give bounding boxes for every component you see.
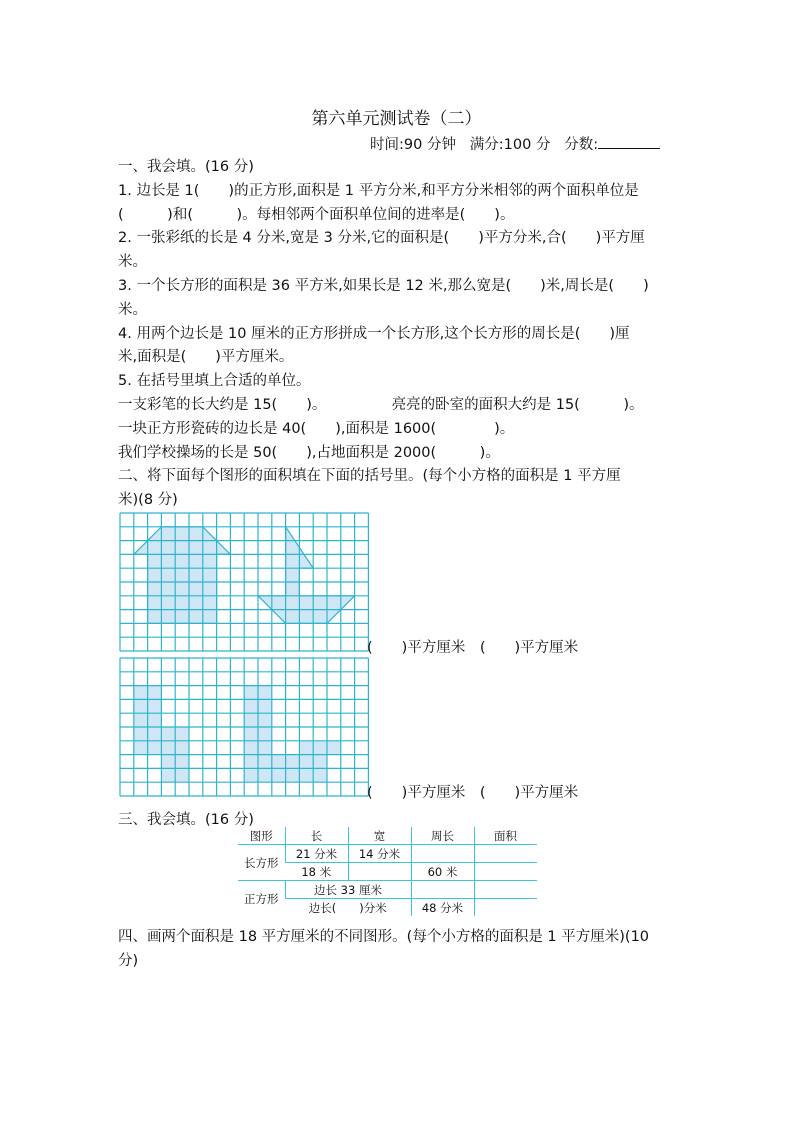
cell[interactable] (474, 881, 537, 899)
shaded-cell (258, 686, 272, 700)
text-line: 米)(8 分) (118, 492, 178, 509)
text-line: 5. 在括号里填上合适的单位。 (118, 373, 311, 390)
th: 图形 (238, 827, 285, 845)
shaded-cell (244, 686, 258, 700)
shaded-cell (148, 741, 162, 755)
shaded-cell (134, 686, 148, 700)
shaded-cell (175, 741, 189, 755)
shaded-cell (148, 713, 162, 727)
shaded-cell (161, 741, 175, 755)
cell: 21 分米 (285, 845, 348, 863)
text-line: 二、将下面每个图形的面积填在下面的括号里。(每个小方格的面积是 1 平方厘 (118, 468, 621, 485)
shaded-cell (134, 741, 148, 755)
shaded-cell (134, 727, 148, 741)
cell: 18 米 (285, 863, 348, 881)
text-line: 4. 用两个边长是 10 厘米的正方形拼成一个长方形,这个长方形的周长是( )厘 (118, 325, 630, 342)
score-label: 分数: (564, 137, 599, 153)
shaded-cell (258, 741, 272, 755)
text-line: ( )和( )。每相邻两个面积单位间的进率是( )。 (118, 206, 515, 223)
boot-shape (258, 527, 355, 624)
text-line: 米。 (118, 254, 147, 271)
shaded-cell (299, 755, 313, 769)
cell[interactable] (474, 863, 537, 881)
text-line: 米。 (118, 301, 147, 318)
shaded-cell (244, 713, 258, 727)
text-line: 1. 边长是 1( )的正方形,面积是 1 平方分米,和平方分米相邻的两个面积单位是 (118, 182, 639, 199)
shaded-cell (134, 699, 148, 713)
th: 周长 (411, 827, 474, 845)
row-label: 正方形 (244, 891, 279, 906)
shaded-cell (161, 768, 175, 782)
shaded-cell (148, 699, 162, 713)
shaded-cell (175, 755, 189, 769)
text-line: 一支彩笔的长大约是 15( )。 亮亮的卧室的面积大约是 15( )。 (118, 397, 644, 413)
shaded-cell (258, 699, 272, 713)
answer-row-1: ( )平方厘米 ( )平方厘米 (367, 640, 579, 656)
row-label: 长方形 (238, 845, 285, 881)
shaded-cell (258, 768, 272, 782)
shaded-cell (258, 727, 272, 741)
cell: 60 米 (411, 863, 474, 881)
section-4-line-1: 四、画两个面积是 18 平方厘米的不同图形。(每个小方格的面积是 1 平方厘米)(10 (118, 929, 650, 945)
shaded-cell (299, 768, 313, 782)
full-score-label: 满分:100 分 (469, 137, 551, 153)
page-title: 第六单元测试卷（二） (311, 109, 482, 129)
shaded-cell (313, 755, 327, 769)
text-line: 米,面积是( )平方厘米。 (118, 349, 294, 366)
shaded-cell (244, 727, 258, 741)
cell[interactable] (348, 863, 411, 881)
shaded-cell (286, 755, 300, 769)
cell: 14 分米 (348, 845, 411, 863)
shaded-cell (244, 699, 258, 713)
cell[interactable] (474, 845, 537, 863)
text-line: 一、我会填。(16 分) (118, 159, 254, 175)
shaded-cell (258, 713, 272, 727)
shaded-cell (148, 727, 162, 741)
shaded-cell (299, 741, 313, 755)
shaded-cell (161, 727, 175, 741)
exam-meta (370, 133, 660, 154)
arrow-shape (134, 527, 231, 624)
time-label: 时间:90 分钟 (370, 137, 456, 153)
cell[interactable] (411, 881, 474, 899)
score-blank[interactable] (598, 134, 660, 149)
shaded-cell (175, 768, 189, 782)
shaded-cell (313, 741, 327, 755)
text-line: 一块正方形瓷砖的边长是 40( ),面积是 1600( )。 (118, 420, 515, 437)
shaded-cell (244, 755, 258, 769)
shaded-cell (244, 768, 258, 782)
th: 面积 (474, 827, 537, 845)
answer-row-2: ( )平方厘米 ( )平方厘米 (367, 785, 579, 801)
text-line: 3. 一个长方形的面积是 36 平方米,如果长是 12 米,那么宽是( )米,周长是( ) (118, 278, 649, 294)
cell[interactable] (411, 845, 474, 863)
shaded-cell (148, 686, 162, 700)
cell[interactable] (474, 899, 537, 917)
shaded-cell (175, 727, 189, 741)
text-line: 我们学校操场的长是 50( ),占地面积是 2000( )。 (118, 444, 500, 461)
shaded-cell (244, 741, 258, 755)
grid-figure-2 (119, 657, 369, 797)
cell: 边长 33 厘米 (285, 881, 411, 899)
shaded-cell (286, 768, 300, 782)
cell: 边长( )分米 (308, 900, 387, 915)
shaded-cell (134, 713, 148, 727)
section-4-line-2: 分) (118, 953, 139, 969)
shaded-cell (258, 755, 272, 769)
cell: 48 分米 (411, 899, 474, 917)
fill-table (238, 827, 537, 916)
shaded-cell (313, 768, 327, 782)
text-line: 2. 一张彩纸的长是 4 分米,宽是 3 分米,它的面积是( )平方分米,合( )平方厘 (118, 230, 645, 247)
shaded-cell (272, 755, 286, 769)
th: 长 (285, 827, 348, 845)
shaded-cell (161, 755, 175, 769)
grid-figure-1 (119, 512, 369, 652)
shaded-cell (327, 741, 341, 755)
th: 宽 (348, 827, 411, 845)
shaded-cell (272, 768, 286, 782)
section-3-heading: 三、我会填。(16 分) (118, 812, 254, 828)
